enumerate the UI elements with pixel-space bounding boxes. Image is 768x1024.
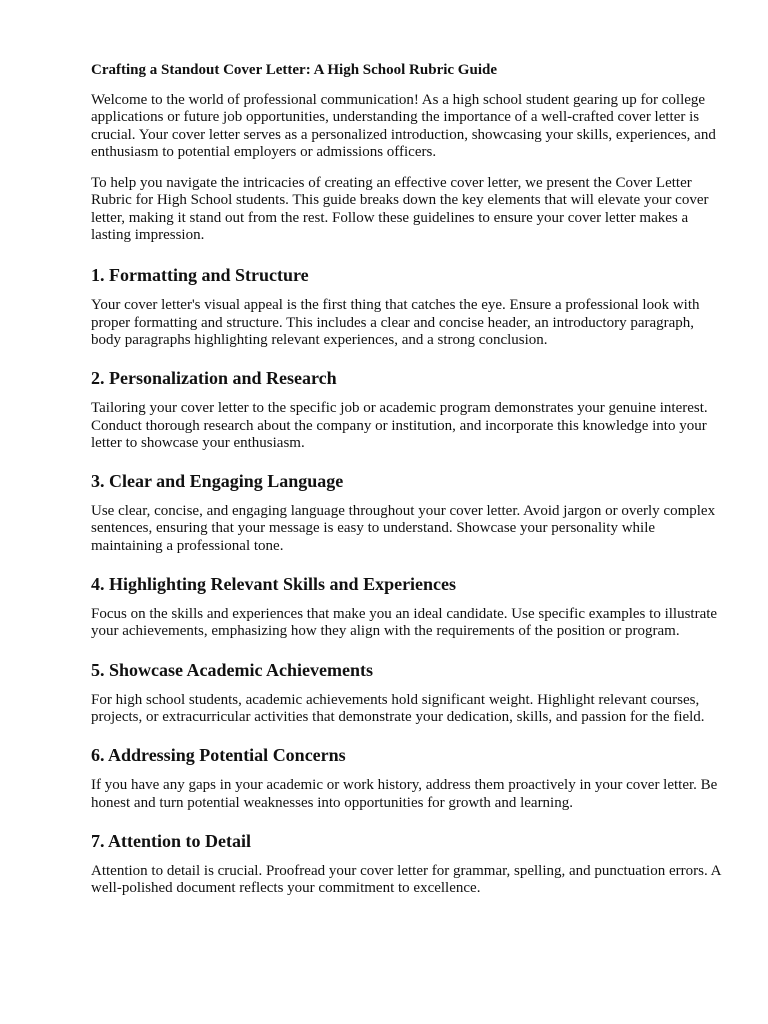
rubric-section — [91, 470, 726, 555]
rubric-section — [91, 744, 726, 812]
section-heading: 1. Formatting and Structure — [91, 265, 309, 286]
section-body: Focus on the skills and experiences that make you an ideal candidate. Use specific examples to illustrate your achievements, emphasizing how they align with the requirements of the position or program. — [91, 606, 718, 640]
rubric-section — [91, 264, 726, 349]
rubric-section — [91, 659, 726, 727]
section-body: Your cover letter's visual appeal is the first thing that catches the eye. Ensure a professional look with proper formatting and structure. This includes a clear and concise header, an introductory paragraph, body paragraphs highlighting relevant experiences, and a strong conclusion. — [91, 297, 700, 348]
section-body: Use clear, concise, and engaging language throughout your cover letter. Avoid jargon or overly complex sentences, ensuring that your message is easy to understand. Showcase your personality while maintaining a professional tone. — [91, 503, 716, 554]
rubric-section — [91, 573, 726, 641]
section-body: For high school students, academic achievements hold significant weight. Highlight relevant courses, projects, or extracurricular activities that demonstrate your dedication, skills, and passion for the field. — [91, 691, 705, 725]
document-title: Crafting a Standout Cover Letter: A High School Rubric Guide — [91, 62, 497, 78]
document-page — [91, 60, 726, 897]
section-heading: 4. Highlighting Relevant Skills and Experiences — [91, 574, 457, 595]
section-body: Attention to detail is crucial. Proofread your cover letter for grammar, spelling, and punctuation errors. A well-polished document reflects your commitment to excellence. — [91, 862, 721, 897]
section-heading: 7. Attention to Detail — [91, 830, 251, 851]
section-body: If you have any gaps in your academic or work history, address them proactively in your cover letter. Be honest and turn potential weaknesses into opportunities for growth and learning. — [91, 777, 718, 811]
section-body: Tailoring your cover letter to the specific job or academic program demonstrates your genuine interest. Conduct thorough research about the company or institution, and incorporate this knowledge into your letter to showcase your enthusiasm. — [91, 400, 708, 451]
section-heading: 6. Addressing Potential Concerns — [91, 745, 346, 766]
rubric-section — [91, 367, 726, 452]
section-heading: 5. Showcase Academic Achievements — [91, 659, 373, 680]
intro-paragraph: Welcome to the world of professional communication! As a high school student gearing up for college applications or future job opportunities, understanding the importance of a well-crafted cover letter is crucial. Your cover letter serves as a personalized introduction, showcasing your skills, experiences, and enthusiasm to potential employers or admissions officers. — [91, 92, 716, 160]
section-heading: 2. Personalization and Research — [91, 368, 337, 389]
intro-paragraph: To help you navigate the intricacies of creating an effective cover letter, we present the Cover Letter Rubric for High School students. This guide breaks down the key elements that will elevate your cover letter, making it stand out from the rest. Follow these guidelines to ensure your cover letter makes a lasting impression. — [91, 175, 709, 244]
rubric-sections — [91, 264, 726, 897]
section-heading: 3. Clear and Engaging Language — [91, 471, 344, 492]
rubric-section — [91, 830, 726, 898]
